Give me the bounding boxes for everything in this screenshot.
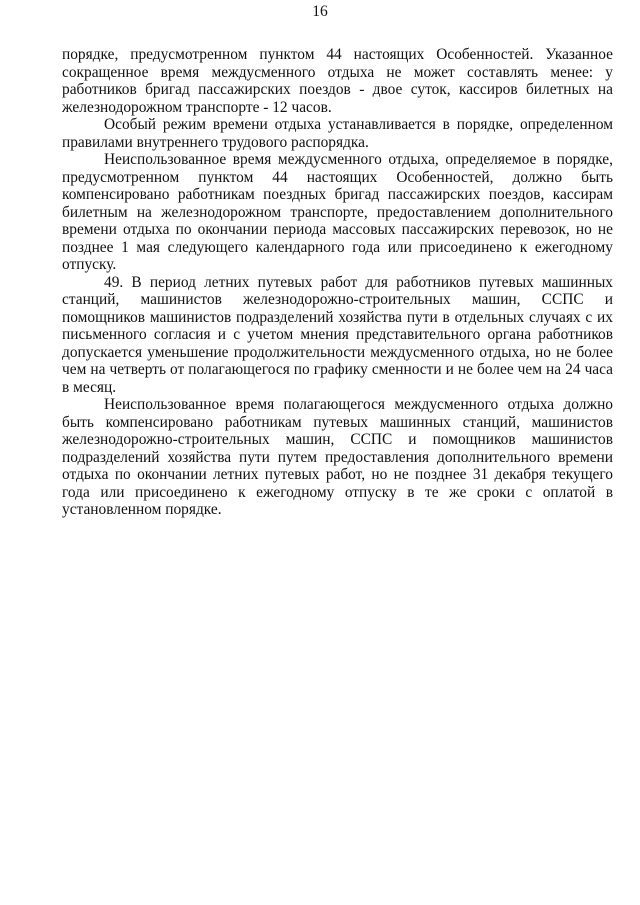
page-number: 16: [312, 3, 328, 20]
paragraph-continuation: порядке, предусмотренном пунктом 44 настоящих Особенностей. Указанное сокращенное время междусменного отдыха не может составлять менее: у работников бригад пассажирских поездов - двое суток, кассиров билетных на железнодорожном транспорте - 12 часов.: [62, 46, 613, 116]
paragraph-rest-regime: Особый режим времени отдыха устанавливается в порядке, определенном правилами внутреннего трудового распорядка.: [62, 116, 613, 151]
document-body: [62, 46, 613, 519]
paragraph-clause-49: 49. В период летних путевых работ для работников путевых машинных станций, машинистов железнодорожно-строительных машин, ССПС и помощников машинистов подразделений хозяйства пути в отдельных случаях с их письменного согласия и с учетом мнения представительного органа работников допускается уменьшение продолжительности междусменного отдыха, но не более чем на четверть от полагающегося по графику сменности и не более чем на 24 часа в месяц.: [62, 273, 613, 396]
paragraph-unused-rest-compensation: Неиспользованное время междусменного отдыха, определяемое в порядке, предусмотренном пунктом 44 настоящих Особенностей, должно быть компенсировано работникам поездных бригад пассажирских поездов, кассирам билетным на железнодорожном транспорте, предоставлением дополнительного времени отдыха по окончании периода массовых пассажирских перевозок, но не позднее 1 мая следующего календарного года или присоединено к ежегодному отпуску.: [62, 151, 613, 273]
paragraph-track-works-compensation: Неиспользованное время полагающегося междусменного отдыха должно быть компенсировано работникам путевых машинных станций, машинистов железнодорожно-строительных машин, ССПС и помощников машинистов подразделений хозяйства пути путем предоставления дополнительного времени отдыха по окончании летних путевых работ, но не позднее 31 декабря текущего года или присоединено к ежегодному отпуску в те же сроки с оплатой в установленном порядке.: [62, 396, 613, 518]
